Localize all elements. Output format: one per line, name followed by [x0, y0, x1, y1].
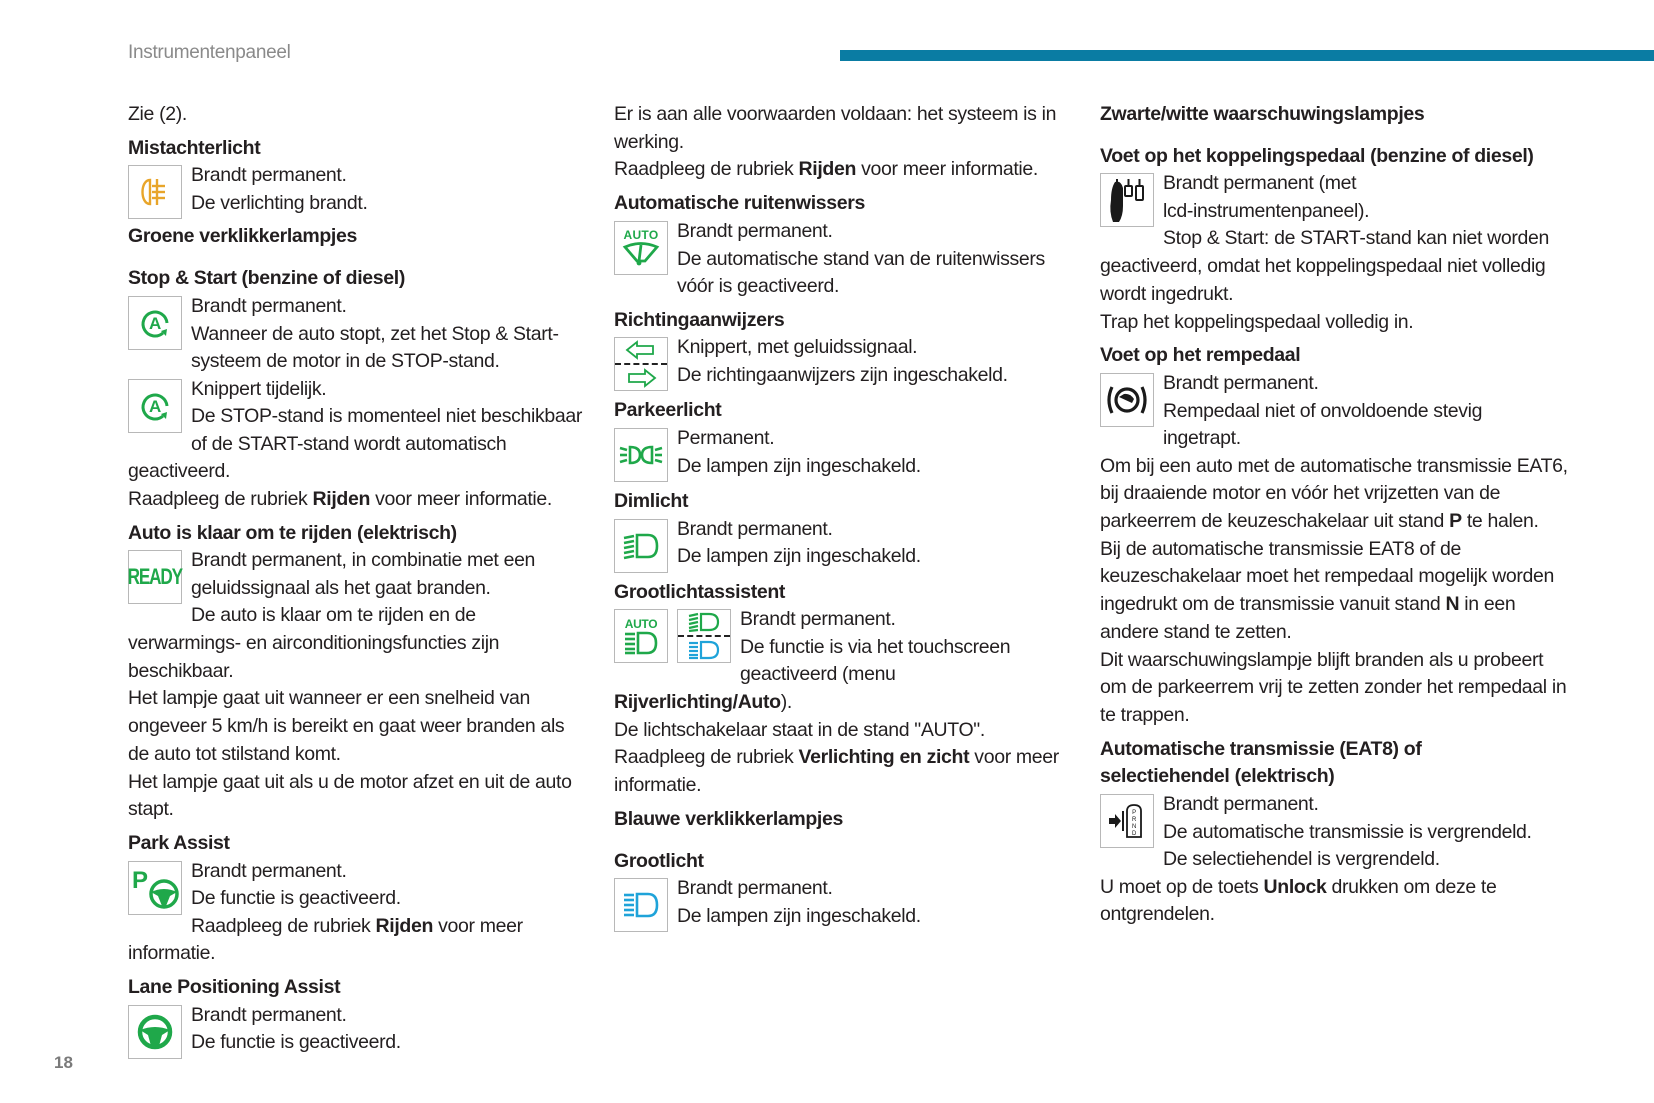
description-line: Brandt permanent. — [677, 517, 833, 540]
description-line: vóór is geactiveerd. — [677, 274, 840, 297]
entry-dipped-beam — [614, 516, 1074, 573]
left-column — [128, 101, 588, 1059]
description-line: lcd-instrumentenpaneel). — [1163, 200, 1370, 223]
paragraph: Stop & Start: de START-stand kan niet worden geactiveerd, omdat het koppelingspedaal niet volledig wordt ingedrukt. — [1100, 227, 1550, 305]
dipped-beam-icon — [614, 519, 668, 573]
description-line: Brandt permanent. — [191, 164, 347, 187]
reference-text: Raadpleeg de rubriek Rijden voor meer informatie. — [128, 487, 552, 510]
description-line: De functie is via het touchscreen — [740, 636, 1011, 659]
heading-automatische-ruitenwissers: Automatische ruitenwissers — [614, 192, 865, 215]
description-line: De lampen zijn ingeschakeld. — [677, 545, 921, 568]
entry-ready — [128, 547, 588, 824]
paragraph: De lichtschakelaar staat in de stand "AUTO". — [614, 718, 985, 741]
description-line: Wanneer de auto stopt, zet het Stop & Start- — [191, 322, 559, 345]
entry-high-beam-assist — [614, 606, 1074, 800]
heading-automatische-transmissie: Automatische transmissie (EAT8) of selectiehendel (elektrisch) — [1100, 737, 1422, 788]
paragraph: Bij de automatische transmissie EAT8 of de keuzeschakelaar moet het rempedaal mogelijk worden ingedrukt om de transmissie vanuit stand N in een andere stand te zetten. — [1100, 537, 1555, 643]
foot-on-clutch-icon — [1100, 173, 1154, 227]
description-line: De automatische stand van de ruitenwissers — [677, 247, 1045, 270]
entry-parking-light — [614, 425, 1074, 482]
description-line: Permanent. — [677, 426, 775, 449]
header-accent-bar — [840, 50, 1654, 61]
auto-high-beam-icon: AUTO — [614, 609, 668, 663]
heading-dimlicht: Dimlicht — [614, 489, 689, 512]
paragraph: Trap het koppelingspedaal volledig in. — [1100, 310, 1414, 333]
right-column — [1100, 101, 1570, 929]
reference-text: Raadpleeg de rubriek Rijden voor meer informatie. — [128, 914, 523, 965]
paragraph: De selectiehendel is vergrendeld. — [1163, 848, 1440, 871]
paragraph: Het lampje gaat uit als u de motor afzet en uit de auto stapt. — [128, 770, 572, 821]
paragraph: Er is aan alle voorwaarden voldaan: het systeem is in werking. — [614, 103, 1057, 153]
foot-on-brake-icon — [1100, 373, 1154, 427]
description-line: De lampen zijn ingeschakeld. — [677, 454, 921, 477]
description-line: De functie is geactiveerd. — [191, 887, 401, 910]
svg-text:A: A — [149, 313, 161, 333]
svg-text:A: A — [149, 396, 161, 416]
description-line: De automatische transmissie is vergrendeld. — [1163, 820, 1532, 843]
paragraph: Om bij een auto met de automatische transmissie EAT6, bij draaiende motor en vóór het vrijzetten van de parkeerrem de keuzeschakelaar uit stand P te halen. — [1100, 454, 1568, 533]
intro-text: Zie (2). — [128, 103, 187, 125]
park-assist-icon — [128, 861, 182, 915]
heading-grootlichtassistent: Grootlichtassistent — [614, 580, 786, 603]
gear-selector-locked-icon — [1100, 794, 1154, 848]
description-line: Brandt permanent (met — [1163, 172, 1357, 195]
entry-main-beam — [614, 875, 1074, 932]
description-line: ingetrapt. — [1163, 426, 1241, 449]
description-line: Brandt permanent. — [1163, 793, 1319, 816]
description-line: Brandt permanent. — [191, 859, 347, 882]
paragraph: U moet op de toets Unlock drukken om deze te ontgrendelen. — [1100, 875, 1497, 926]
heading-blauwe-verklikkerlampjes: Blauwe verklikkerlampjes — [614, 807, 843, 830]
entry-indicators — [614, 334, 1074, 391]
auto-wiper-icon: AUTO — [614, 221, 668, 275]
description-line: Knippert tijdelijk. — [191, 377, 327, 400]
stop-start-icon — [128, 379, 182, 433]
paragraph: Het lampje gaat uit wanneer er een snelheid van ongeveer 5 km/h is bereikt en gaat weer branden als de auto tot stilstand komt. — [128, 687, 565, 765]
main-beam-icon — [614, 878, 668, 932]
description-line: Brandt permanent. — [740, 608, 896, 631]
description-line: Brandt permanent, in combinatie met een — [191, 549, 536, 572]
entry-lane-positioning-assist — [128, 1002, 588, 1059]
heading-richtingaanwijzers: Richtingaanwijzers — [614, 308, 785, 331]
heading-lane-positioning-assist: Lane Positioning Assist — [128, 976, 341, 999]
svg-text:D: D — [1132, 831, 1136, 838]
entry-wipers — [614, 218, 1074, 301]
description-line: Brandt permanent. — [677, 877, 833, 900]
high-beam-assist-states-icon — [677, 609, 731, 663]
description-line: Brandt permanent. — [677, 219, 833, 242]
heading-groene-verklikkerlampjes: Groene verklikkerlampjes — [128, 225, 357, 248]
running-head: Instrumentenpaneel — [128, 42, 291, 63]
description-line: De functie is geactiveerd. — [191, 1031, 401, 1054]
heading-voet-koppelingspedaal: Voet op het koppelingspedaal (benzine of diesel) — [1100, 144, 1534, 167]
description-line: geactiveerd (menu Rijverlichting/Auto). — [614, 663, 896, 714]
description-line: Rempedaal niet of onvoldoende stevig — [1163, 399, 1483, 422]
heading-parkeerlicht: Parkeerlicht — [614, 399, 722, 422]
parking-lights-icon — [614, 428, 668, 482]
description-line: of de START-stand wordt automatisch geactiveerd. — [128, 432, 507, 483]
heading-zwarte-witte-waarschuwingslampjes: Zwarte/witte waarschuwingslampjes — [1100, 103, 1425, 125]
svg-text:P: P — [1132, 810, 1136, 817]
heading-mistachterlicht: Mistachterlicht — [128, 136, 261, 159]
entry-park-assist — [128, 858, 588, 968]
description-line: Brandt permanent. — [1163, 371, 1319, 394]
description-line: De STOP-stand is momenteel niet beschikbaar — [191, 405, 583, 428]
description-line: Knippert, met geluidssignaal. — [677, 336, 918, 359]
description-line: Brandt permanent. — [191, 1003, 347, 1026]
heading-voet-rempedaal: Voet op het rempedaal — [1100, 344, 1301, 367]
description-line: De richtingaanwijzers zijn ingeschakeld. — [677, 363, 1008, 386]
description-line: geluidssignaal als het gaat branden. — [191, 577, 491, 600]
svg-text:P: P — [132, 866, 148, 894]
description-line: Brandt permanent. — [191, 294, 347, 317]
entry-stop-start-flashing — [128, 376, 588, 514]
divider — [678, 635, 730, 637]
divider — [615, 363, 667, 365]
entry-brake — [1100, 370, 1570, 730]
paragraph: De auto is klaar om te rijden en de verwarmings- en airconditioningsfuncties zijn beschikbaar. — [128, 604, 500, 682]
page-number: 18 — [54, 1053, 73, 1072]
steering-wheel-icon — [128, 1005, 182, 1059]
stop-start-icon — [128, 296, 182, 350]
heading-stop-start: Stop & Start (benzine of diesel) — [128, 267, 405, 290]
entry-gearbox — [1100, 791, 1570, 929]
heading-grootlicht: Grootlicht — [614, 849, 704, 872]
reference-text: Raadpleeg de rubriek Verlichting en zicht voor meer informatie. — [614, 746, 1059, 797]
entry-stop-start-permanent — [128, 293, 588, 376]
description-line: De verlichting brandt. — [191, 192, 368, 215]
ready-icon: READY — [128, 550, 182, 604]
description-line: systeem de motor in de STOP-stand. — [191, 349, 500, 372]
entry-clutch — [1100, 170, 1570, 336]
reference-text: Raadpleeg de rubriek Rijden voor meer informatie. — [614, 158, 1038, 181]
svg-text:R: R — [1132, 817, 1136, 824]
svg-text:N: N — [1132, 824, 1136, 831]
paragraph: Dit waarschuwingslampje blijft branden als u probeert om de parkeerrem vrij te zetten zonder het rempedaal in te trappen. — [1100, 648, 1567, 726]
rear-fog-light-icon — [128, 165, 182, 219]
heading-ready: Auto is klaar om te rijden (elektrisch) — [128, 521, 457, 544]
description-line: De lampen zijn ingeschakeld. — [677, 904, 921, 927]
turn-signal-arrows-icon — [614, 337, 668, 391]
entry-mistachterlicht — [128, 162, 588, 219]
heading-park-assist: Park Assist — [128, 831, 230, 854]
middle-column — [614, 101, 1074, 932]
